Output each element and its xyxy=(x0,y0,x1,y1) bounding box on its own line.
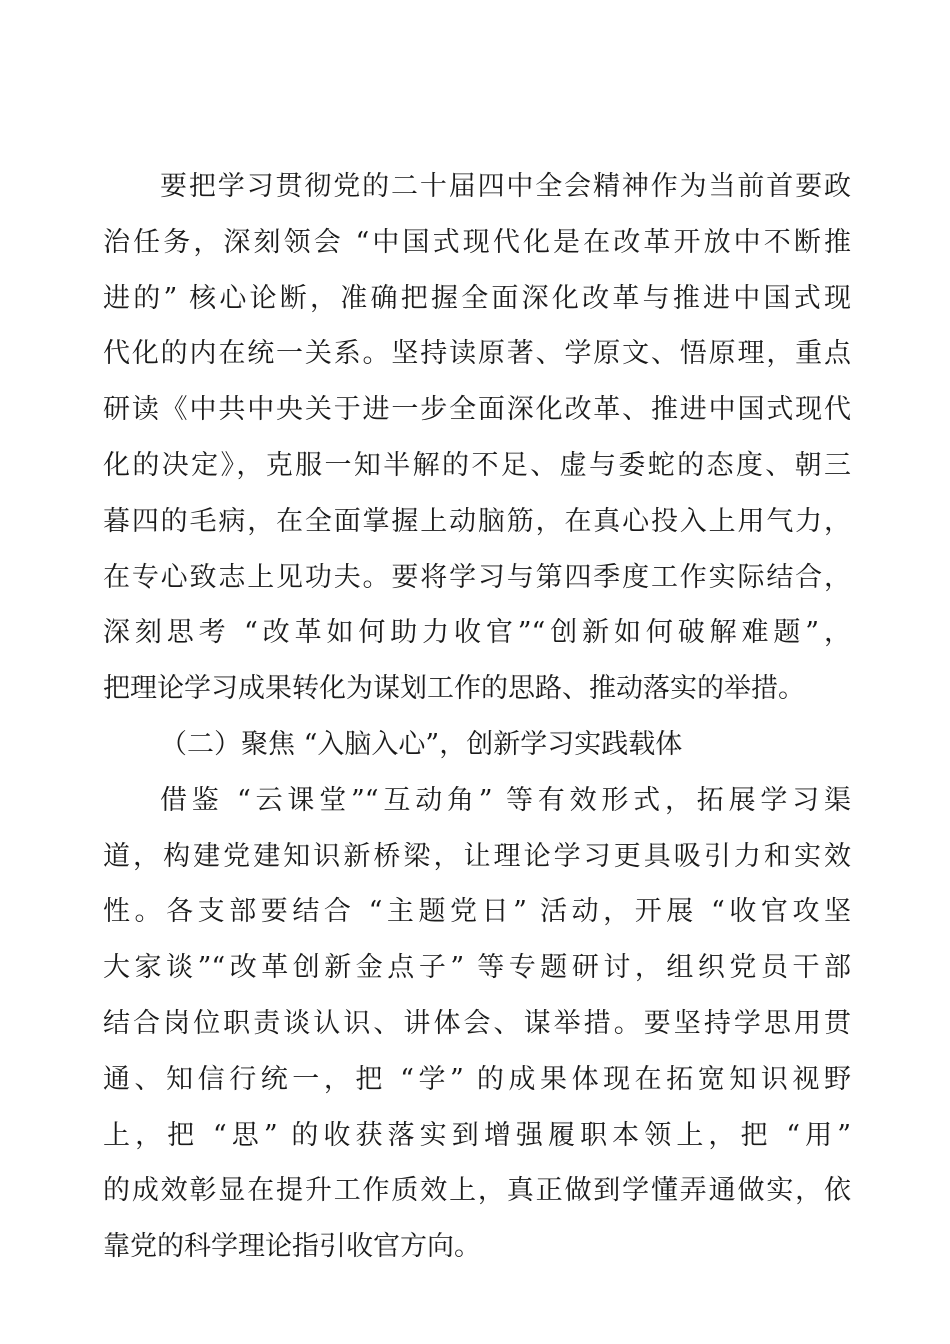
heading-text: （二）聚焦 “入脑入心”，创新学习实践载体 xyxy=(160,728,683,760)
section-heading xyxy=(103,717,851,773)
text-line: 靠党的科学理论指引收官方向。 xyxy=(103,1231,481,1263)
text-line: 通、知信行统一，把 “学” 的成果体现在拓宽知识视野 xyxy=(103,1063,851,1095)
text-line: 上，把 “思” 的收获落实到增强履职本领上，把 “用” xyxy=(103,1119,851,1151)
text-line: 道，构建党建知识新桥梁，让理论学习更具吸引力和实效 xyxy=(103,840,851,872)
text-line: 治任务，深刻领会 “中国式现代化是在改革开放中不断推 xyxy=(103,226,851,258)
text-line: 的成效彰显在提升工作质效上，真正做到学懂弄通做实，依 xyxy=(103,1175,851,1207)
text-line: 研读《中共中央关于进一步全面深化改革、推进中国式现代 xyxy=(103,394,851,426)
text-line: 性。各支部要结合 “主题党日” 活动，开展 “收官攻坚 xyxy=(103,896,851,928)
text-line: 深刻思考 “改革如何助力收官”“创新如何破解难题”， xyxy=(103,617,851,649)
text-line: 借鉴 “云课堂”“互动角” 等有效形式，拓展学习渠 xyxy=(160,784,851,816)
paragraph-study-spirit xyxy=(103,159,851,717)
text-line: 结合岗位职责谈认识、讲体会、谋举措。要坚持学思用贯 xyxy=(103,1007,851,1039)
text-line: 要把学习贯彻党的二十届四中全会精神作为当前首要政 xyxy=(160,171,851,202)
text-line: 把理论学习成果转化为谋划工作的思路、推动落实的举措。 xyxy=(103,673,805,705)
text-line: 暮四的毛病，在全面掌握上动脑筋，在真心投入上用气力， xyxy=(103,505,851,537)
paragraph-learning-carriers xyxy=(103,773,851,1275)
text-line: 代化的内在统一关系。坚持读原著、学原文、悟原理，重点 xyxy=(103,338,851,370)
document-body xyxy=(103,159,851,1275)
text-line: 化的决定》，克服一知半解的不足、虚与委蛇的态度、朝三 xyxy=(103,449,851,481)
text-line: 大家谈”“改革创新金点子” 等专题研讨，组织党员干部 xyxy=(103,952,851,984)
text-line: 在专心致志上见功夫。要将学习与第四季度工作实际结合， xyxy=(103,561,851,593)
text-line: 进的” 核心论断，准确把握全面深化改革与推进中国式现 xyxy=(103,282,851,314)
